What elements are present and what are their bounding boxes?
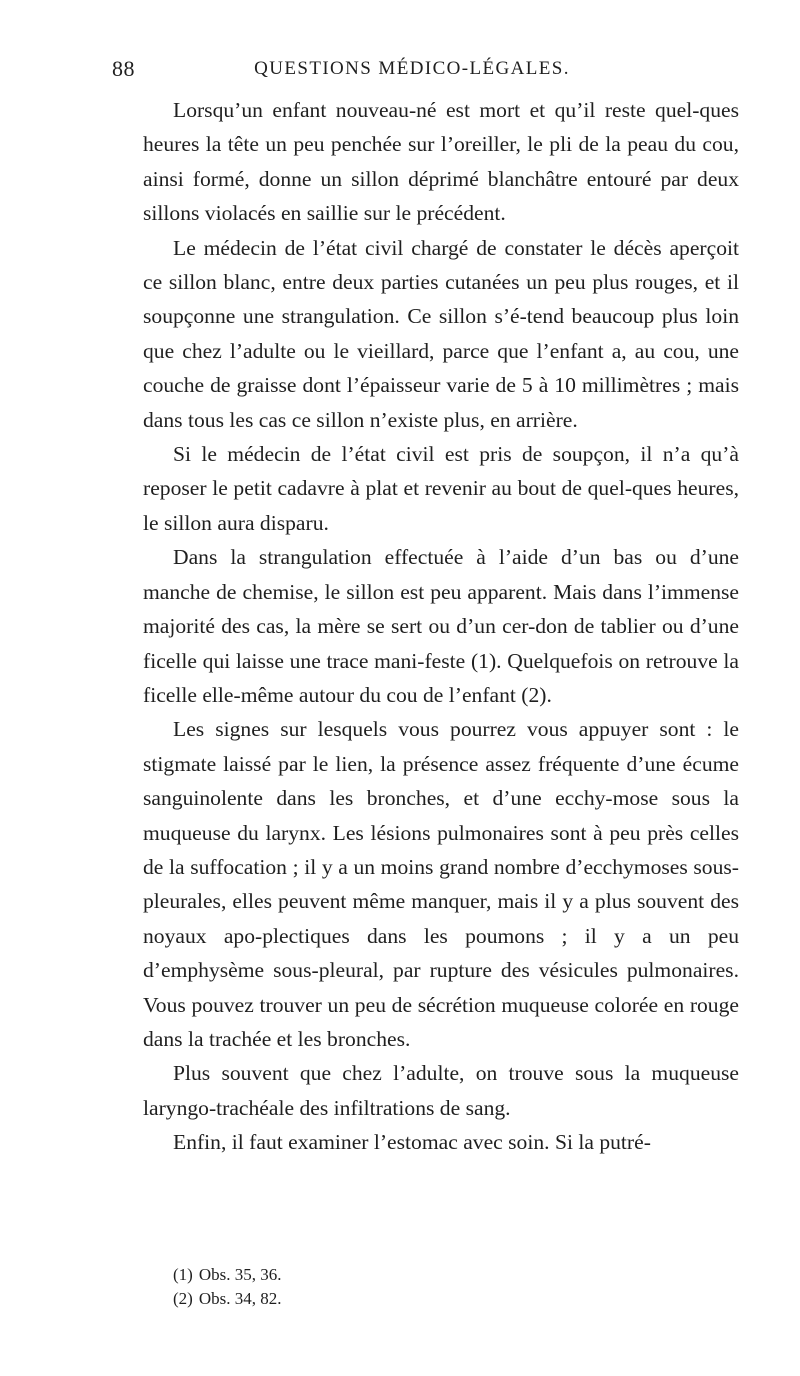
paragraph: Dans la strangulation effectuée à l’aide d’un bas ou d’une manche de chemise, le sillon est peu apparent. Mais dans l’immense majorité des cas, la mère se sert ou d’un cer-don de tablier ou d’une ficelle qui laisse une trace mani-feste (1). Quelquefois on retrouve la ficelle elle-même autour du cou de l’enfant (2).	[143, 545, 739, 707]
page-header	[112, 56, 712, 86]
footnote-text: Obs. 34, 82.	[198, 1289, 282, 1308]
body-text	[143, 93, 739, 1160]
footnotes	[173, 1263, 573, 1311]
footnote	[173, 1263, 573, 1287]
paragraph: Les signes sur lesquels vous pourrez vous appuyer sont : le stigmate laissé par le lien, la présence assez fréquente d’une écume sanguinolente dans les bronches, et d’une ecchy-mose sous la muqueuse du larynx. Les lésions pulmonaires sont à peu près celles de la suffocation ; il y a un moins grand nombre d’ecchymoses sous-pleurales, elles peuvent même manquer, mais il y a plus souvent des noyaux apo-plectiques dans les poumons ; il y a un peu d’emphysème sous-pleural, par rupture des vésicules pulmonaires. Vous pouvez trouver un peu de sécrétion muqueuse colorée en rouge dans la trachée et les bronches.	[143, 717, 739, 1051]
paragraph: Enfin, il faut examiner l’estomac avec soin. Si la putré-	[173, 1130, 651, 1155]
running-title: QUESTIONS MÉDICO-LÉGALES.	[254, 58, 570, 79]
footnote-mark: (1)	[173, 1265, 193, 1284]
page-number: 88	[112, 56, 135, 81]
footnote-mark: (2)	[173, 1289, 193, 1308]
footnote-text: Obs. 35, 36.	[198, 1265, 282, 1284]
paragraph: Plus souvent que chez l’adulte, on trouve sous la muqueuse laryngo-trachéale des infiltrations de sang.	[143, 1061, 739, 1120]
paragraph: Lorsqu’un enfant nouveau-né est mort et qu’il reste quel-ques heures la tête un peu penchée sur l’oreiller, le pli de la peau du cou, ainsi formé, donne un sillon déprimé blanchâtre entouré par deux sillons violacés en saillie sur le précédent.	[143, 98, 739, 226]
paragraph: Le médecin de l’état civil chargé de constater le décès aperçoit ce sillon blanc, entre deux parties cutanées un peu plus rouges, et il soupçonne une strangulation. Ce sillon s’é-tend beaucoup plus loin que chez l’adulte ou le vieillard, parce que l’enfant a, au cou, une couche de graisse dont l’épaisseur varie de 5 à 10 millimètres ; mais dans tous les cas ce sillon n’existe plus, en arrière.	[143, 235, 739, 432]
footnote	[173, 1287, 573, 1311]
paragraph: Si le médecin de l’état civil est pris de soupçon, il n’a qu’à reposer le petit cadavre à plat et revenir au bout de quel-ques heures, le sillon aura disparu.	[143, 442, 739, 535]
